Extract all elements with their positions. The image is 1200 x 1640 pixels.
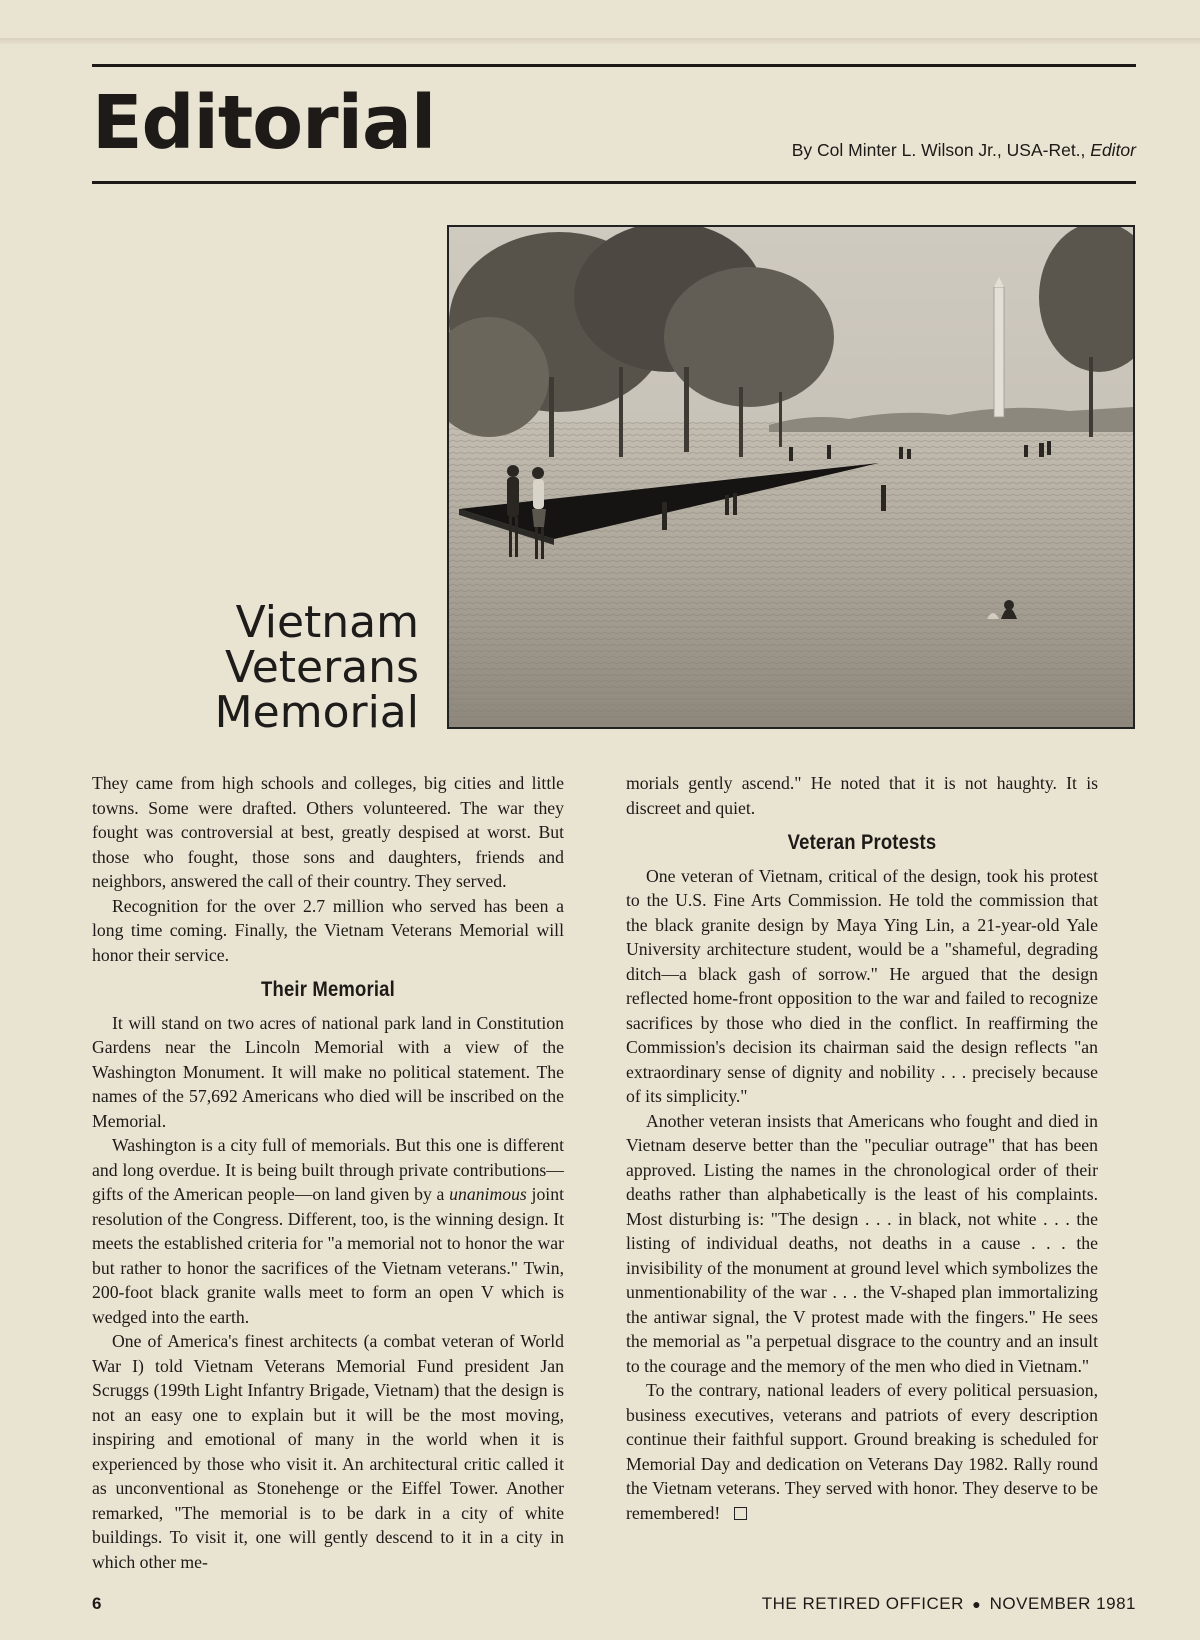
- paragraph: Recognition for the over 2.7 million who served has been a long time coming. Finally, the Vietnam Veterans Memorial will honor their service.: [92, 895, 564, 965]
- headline-line: Vietnam: [235, 597, 419, 648]
- byline-author: By Col Minter L. Wilson Jr., USA-Ret.,: [791, 140, 1086, 160]
- article-headline: [214, 597, 419, 738]
- emphasis: unanimous: [449, 1184, 527, 1204]
- paragraph: One veteran of Vietnam, critical of the design, took his protest to the U.S. Fine Arts Commission. He told the commission that the black granite design by Maya Ying Lin, a 21-year-old Yale University architecture student, would be a "shameful, degrading ditch—a black gash of sorrow." He argued that the design reflected home-front opposition to the war and failed to recognize sacrifices by those who died in the conflict. In reaffirming the Commission's decision its chairman said the design reflects "an extraordinary sense of dignity and nobility . . . precisely because of its simplicity.": [626, 865, 1098, 1106]
- bullet-icon: ●: [967, 1596, 986, 1612]
- paragraph: It will stand on two acres of national park land in Constitution Gardens near the Lincoln Memorial with a view of the Washington Monument. It will make no political statement. The names of the 57,692 Americans who died will be inscribed on the Memorial.: [92, 1012, 564, 1131]
- subhead-their-memorial: Their Memorial: [261, 978, 395, 1001]
- article-column-left: [92, 771, 564, 1574]
- scan-artifact: [0, 38, 1200, 44]
- article-column-right: [626, 771, 1098, 1525]
- paragraph: [626, 1378, 1098, 1525]
- publication-footer: [762, 1594, 1136, 1614]
- header-bottom-rule: [92, 181, 1136, 184]
- paragraph-text: To the contrary, national leaders of every political persuasion, business executives, veterans and patriots of every description continue their faithful support. Ground breaking is scheduled for Memorial Day and dedication on Veterans Day 1982. Rally round the Vietnam veterans. They served with honor. They deserve to be remembered!: [626, 1380, 1098, 1523]
- headline-line: Veterans: [225, 642, 419, 693]
- byline: [792, 140, 1136, 161]
- page-number: 6: [92, 1594, 102, 1613]
- paragraph: morials gently ascend." He noted that it is not haughty. It is discreet and quiet.: [626, 773, 1098, 818]
- publication-name: THE RETIRED OFFICER: [761, 1594, 964, 1613]
- byline-role: Editor: [1090, 140, 1136, 160]
- page-title: Editorial: [92, 80, 436, 166]
- end-mark-icon: [734, 1507, 747, 1520]
- paragraph-text: joint resolution of the Congress. Different, too, is the winning design. It meets the established criteria for "a memorial not to honor the war but rather to honor the sacrifices of the Vietnam veterans." Twin, 200-foot black granite walls meet to form an open V which is wedged into the earth.: [92, 1184, 564, 1327]
- headline-line: Memorial: [214, 687, 419, 738]
- paragraph: One of America's finest architects (a combat veteran of World War I) told Vietnam Veterans Memorial Fund president Jan Scruggs (199th Light Infantry Brigade, Vietnam) that the design is not an easy one to explain but it will be the most moving, inspiring and emotional of many in the world when it is experienced by those who visit it. An architectural critic called it as unconventional as Stonehenge or the Eiffel Tower. Another remarked, "The memorial is to be dark in a city of white buildings. To visit it, one will gently descend to it in a city in which other me-: [92, 1331, 564, 1572]
- paragraph: They came from high schools and colleges, big cities and little towns. Some were drafted. Others volunteered. The war they fought was controversial at best, greatly despised at worst. But those who fought, those sons and daughters, friends and neighbors, answered the call of their country. They served.: [92, 773, 564, 891]
- header-top-rule: [92, 64, 1136, 67]
- subhead-veteran-protests: Veteran Protests: [787, 831, 937, 854]
- memorial-illustration: [447, 225, 1135, 729]
- paragraph-text: Washington is a city full of memorials. But this one is different and long overdue. It is being built through private contributions—gifts of the American people—on land given by a: [92, 1135, 564, 1204]
- paragraph: Another veteran insists that Americans who fought and died in Vietnam deserve better than the "peculiar outrage" that has been approved. Listing the names in the chronological order of their deaths rather than alphabetically is the least of his complaints. Most disturbing is: "The design . . . in black, not white . . . the listing of individual deaths, not deaths in a cause . . . the invisibility of the monument at ground level which symbolizes the unmentionability of the war . . . the V-shaped plan immortalizing the antiwar signal, the V protest made with the fingers." He sees the memorial as "a perpetual disgrace to the country and an insult to the courage and the memory of the men who died in Vietnam.": [626, 1110, 1098, 1376]
- paragraph: [92, 1133, 564, 1329]
- issue-date: NOVEMBER 1981: [989, 1594, 1136, 1613]
